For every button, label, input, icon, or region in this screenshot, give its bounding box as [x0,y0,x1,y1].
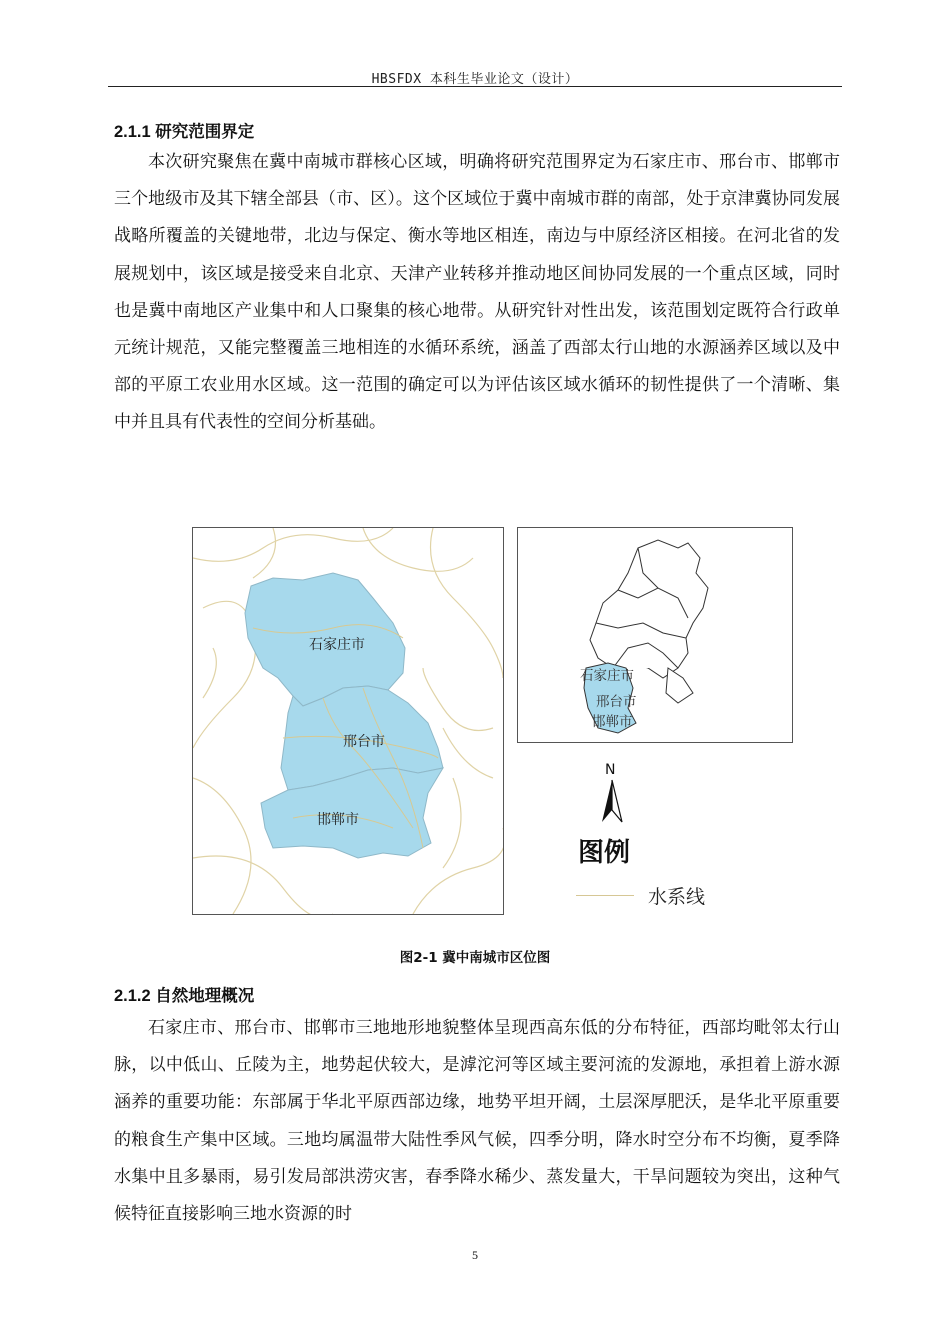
header-rule [108,86,842,87]
north-arrow-right-icon [612,780,622,822]
main-label-handan: 邯郸市 [317,812,359,828]
main-label-xingtai: 邢台市 [343,734,385,750]
north-arrow [592,760,632,826]
main-map-svg [193,528,503,914]
inset-label-handan: 邯郸市 [592,714,633,730]
legend-river-swatch [576,895,634,896]
legend-title: 图例 [578,838,631,868]
section-heading-research-scope: 2.1.1 研究范围界定 [114,123,255,141]
page-number: 5 [472,1248,478,1262]
inset-map-svg [518,528,792,742]
section-heading-physical-geography: 2.1.2 自然地理概况 [114,987,255,1005]
figure-caption: 图2-1 冀中南城市区位图 [399,950,551,966]
inset-map [517,527,793,743]
inset-label-xingtai: 邢台市 [596,694,637,710]
paragraph-physical-geography: 石家庄市、邢台市、邯郸市三地地形地貌整体呈现西高东低的分布特征，西部均毗邻太行山脉，以中低山、丘陵为主，地势起伏较大，是滹沱河等区域主要河流的发源地，承担着上游水源涵养的重要功能：东部属于华北平原西部边缘，地势平坦开阔，土层深厚肥沃，是华北平原重要的粮食生产集中区域。三地均属温带大陆性季风气候，四季分明，降水时空分布不均衡，夏季降水集中且多暴雨，易引发局部洪涝灾害，春季降水稀少、蒸发量大，干旱问题较为突出，这种气候特征直接影响三地水资源的时 [114,1018,840,1225]
paragraph-research-scope: 本次研究聚焦在冀中南城市群核心区域，明确将研究范围界定为石家庄市、邢台市、邯郸市三个地级市及其下辖全部县（市、区）。这个区域位于冀中南城市群的南部，处于京津冀协同发展战略所覆盖的关键地带，北边与保定、衡水等地区相连，南边与中原经济区相接。在河北省的发展规划中，该区域是接受来自北京、天津产业转移并推动地区间协同发展的一个重点区域，同时也是冀中南地区产业集中和人口聚集的核心地带。从研究针对性出发，该范围划定既符合行政单元统计规范，又能完整覆盖三地相连的水循环系统，涵盖了西部太行山地的水源涵养区域以及中部的平原工农业用水区域。这一范围的确定可以为评估该区域水循环的韧性提供了一个清晰、集中并且具有代表性的空间分析基础。 [114,152,840,433]
main-label-shijiazhuang: 石家庄市 [309,637,365,653]
north-arrow-left-icon [602,780,612,822]
page-header: HBSFDX 本科生毕业论文（设计） [371,72,579,87]
legend-river-label: 水系线 [648,886,706,908]
main-map [192,527,504,915]
inset-label-shijiazhuang: 石家庄市 [580,668,634,684]
north-label: N [605,762,616,778]
